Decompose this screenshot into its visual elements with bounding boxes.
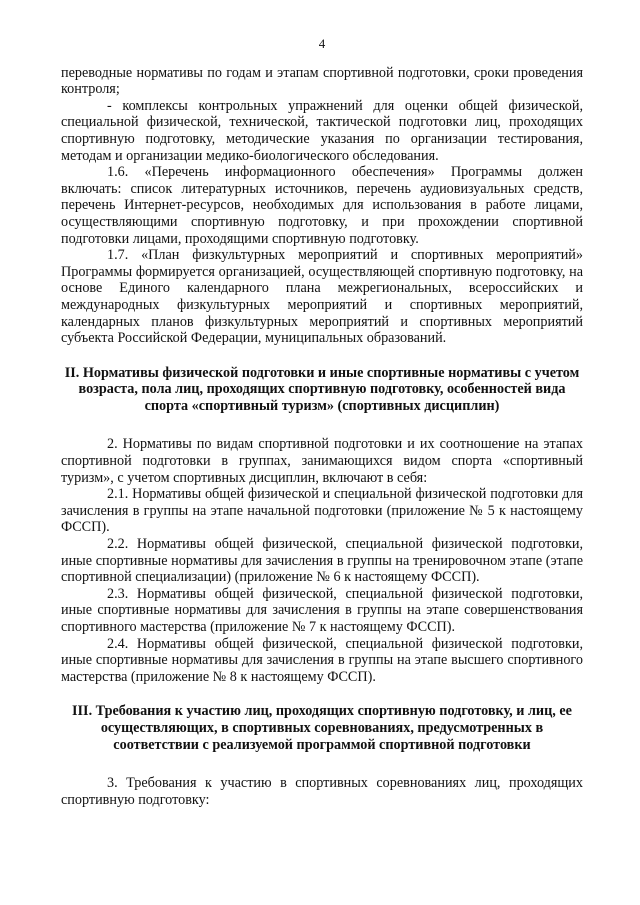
paragraph-2: 2. Нормативы по видам спортивной подготовки и их соотношение на этапах спортивной подготовки в группах, занимающихся видом спорта «спортивный туризм», с учетом спортивных дисциплин, включают в себя: bbox=[61, 436, 583, 486]
paragraph-1-6: 1.6. «Перечень информационного обеспечения» Программы должен включать: список литературных источников, перечень аудиовизуальных средств, перечень Интернет-ресурсов, необходимых для использования в работе лицами, осуществляющими спортивную подготовку, и при прохождении спортивной подготовки лицами, проходящими спортивную подготовку. bbox=[61, 164, 583, 247]
paragraph-control-exercises: - комплексы контрольных упражнений для оценки общей физической, специальной физической, технической, тактической подготовки лиц, проходящих спортивную подготовку, методические указания по организации тестирования, методам и организации медико-биологического обследования. bbox=[61, 97, 583, 164]
paragraph-3: 3. Требования к участию в спортивных соревнованиях лиц, проходящих спортивную подготовку: bbox=[61, 775, 583, 808]
paragraph-2-4: 2.4. Нормативы общей физической, специальной физической подготовки, иные спортивные нормативы для зачисления в группы на этапе высшего спортивного мастерства (приложение № 8 к настоящему ФССП). bbox=[61, 635, 583, 685]
document-page bbox=[61, 36, 583, 808]
page-number: 4 bbox=[318, 36, 326, 51]
paragraph-2-3: 2.3. Нормативы общей физической, специальной физической подготовки, иные спортивные нормативы для зачисления в группы на этапе совершенствования спортивного мастерства (приложение № 7 к настоящему ФССП). bbox=[61, 585, 583, 635]
paragraph-2-2: 2.2. Нормативы общей физической, специальной физической подготовки, иные спортивные нормативы для зачисления в группы на тренировочном этапе (этапе спортивной специализации) (приложение № 6 к настоящему ФССП). bbox=[61, 536, 583, 586]
paragraph-2-1: 2.1. Нормативы общей физической и специальной физической подготовки для зачисления в группы на этапе начальной подготовки (приложение № 5 к настоящему ФССП). bbox=[61, 486, 583, 536]
paragraph-continuation: переводные нормативы по годам и этапам спортивной подготовки, сроки проведения контроля; bbox=[61, 64, 583, 98]
paragraph-1-7: 1.7. «План физкультурных мероприятий и спортивных мероприятий» Программы формируется организацией, осуществляющей спортивную подготовку, на основе Единого календарного плана межрегиональных, всероссийских и международных физкультурных мероприятий и спортивных мероприятий, календарных планов физкультурных мероприятий и спортивных мероприятий субъекта Российской Федерации, муниципальных образований. bbox=[61, 247, 583, 347]
section-2-heading: II. Нормативы физической подготовки и иные спортивные нормативы с учетом возраста, пола лиц, проходящих спортивную подготовку, особенностей вида спорта «спортивный туризм» (спортивных дисциплин) bbox=[64, 364, 580, 414]
section-3-heading: III. Требования к участию лиц, проходящих спортивную подготовку, и лиц, ее осуществляющих, в спортивных соревнованиях, предусмотренных в соответствии с реализуемой программой спортивной подготовки bbox=[72, 703, 572, 753]
